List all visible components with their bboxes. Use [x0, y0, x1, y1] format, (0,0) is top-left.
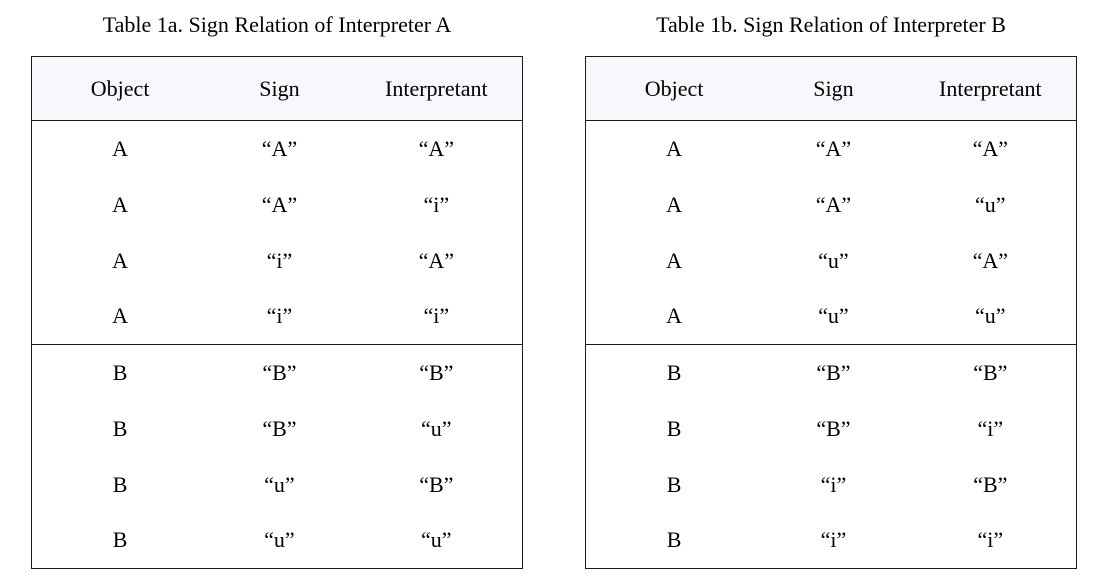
table-cell: “i”: [266, 247, 293, 273]
table-row: [32, 233, 523, 289]
table-cell: “A”: [972, 247, 1009, 273]
column-header-interpretant: Interpretant: [905, 57, 1077, 121]
table-1b-section: [585, 0, 1077, 569]
table-cell: B: [112, 359, 128, 385]
table-1a-header: [32, 57, 523, 121]
table-cell: “A”: [261, 135, 298, 161]
table-cell: “B”: [262, 415, 297, 441]
table-cell: “u”: [421, 527, 452, 553]
table-cell: B: [666, 359, 682, 385]
table-row: [32, 121, 523, 177]
table-cell: “u”: [818, 247, 849, 273]
table-1a-section: [31, 0, 523, 569]
table-cell: B: [112, 415, 128, 441]
table-cell: “A”: [418, 135, 455, 161]
table-cell: “A”: [418, 247, 455, 273]
table-cell: “i”: [977, 527, 1004, 553]
table-cell: “i”: [266, 303, 293, 329]
table-row: [586, 289, 1077, 345]
table-row: [32, 345, 523, 401]
table-cell: B: [112, 471, 128, 497]
table-cell: “i”: [820, 471, 847, 497]
table-cell: B: [666, 527, 682, 553]
table-1b-header: [586, 57, 1077, 121]
table-cell: A: [666, 247, 683, 273]
column-header-object: Object: [32, 57, 209, 121]
table-cell: A: [666, 135, 683, 161]
table-1b-object-b-group: [586, 345, 1077, 569]
table-row: [32, 289, 523, 345]
table-row: [586, 513, 1077, 569]
table-cell: B: [666, 471, 682, 497]
table-1a-object-a-group: [32, 121, 523, 345]
table-cell: A: [666, 303, 683, 329]
table-cell: B: [666, 415, 682, 441]
table-cell: “i”: [820, 527, 847, 553]
table-cell: A: [666, 191, 683, 217]
sign-relation-table-1a: [31, 56, 523, 569]
header-row: [586, 57, 1077, 121]
table-cell: A: [112, 303, 129, 329]
table-row: [32, 457, 523, 513]
table-cell: “u”: [818, 303, 849, 329]
column-header-sign: Sign: [208, 57, 350, 121]
table-cell: “B”: [262, 359, 297, 385]
column-header-object: Object: [586, 57, 763, 121]
table-cell: “u”: [264, 527, 295, 553]
table-cell: “B”: [419, 359, 454, 385]
table-cell: “A”: [815, 191, 852, 217]
table-cell: A: [112, 247, 129, 273]
table-cell: A: [112, 191, 129, 217]
table-row: [586, 401, 1077, 457]
table-row: [586, 177, 1077, 233]
column-header-sign: Sign: [762, 57, 904, 121]
table-cell: “i”: [423, 303, 450, 329]
table-row: [32, 513, 523, 569]
table-cell: A: [112, 135, 129, 161]
column-header-interpretant: Interpretant: [351, 57, 523, 121]
table-cell: “u”: [975, 191, 1006, 217]
table-1b-object-a-group: [586, 121, 1077, 345]
table-cell: “A”: [815, 135, 852, 161]
table-1b-title: Table 1b. Sign Relation of Interpreter B: [656, 12, 1006, 37]
table-cell: “A”: [972, 135, 1009, 161]
table-cell: “B”: [973, 471, 1008, 497]
table-cell: “u”: [975, 303, 1006, 329]
table-cell: “B”: [816, 415, 851, 441]
table-cell: “u”: [421, 415, 452, 441]
table-cell: B: [112, 527, 128, 553]
table-cell: “B”: [816, 359, 851, 385]
table-row: [586, 457, 1077, 513]
table-1a-object-b-group: [32, 345, 523, 569]
table-row: [586, 121, 1077, 177]
table-row: [586, 233, 1077, 289]
table-cell: “u”: [264, 471, 295, 497]
table-1a-title: Table 1a. Sign Relation of Interpreter A: [102, 12, 452, 37]
table-cell: “B”: [419, 471, 454, 497]
table-row: [586, 345, 1077, 401]
header-row: [32, 57, 523, 121]
table-cell: “A”: [261, 191, 298, 217]
table-row: [32, 401, 523, 457]
table-cell: “B”: [973, 359, 1008, 385]
table-cell: “i”: [977, 415, 1004, 441]
sign-relation-table-1b: [585, 56, 1077, 569]
table-cell: “i”: [423, 191, 450, 217]
table-row: [32, 177, 523, 233]
